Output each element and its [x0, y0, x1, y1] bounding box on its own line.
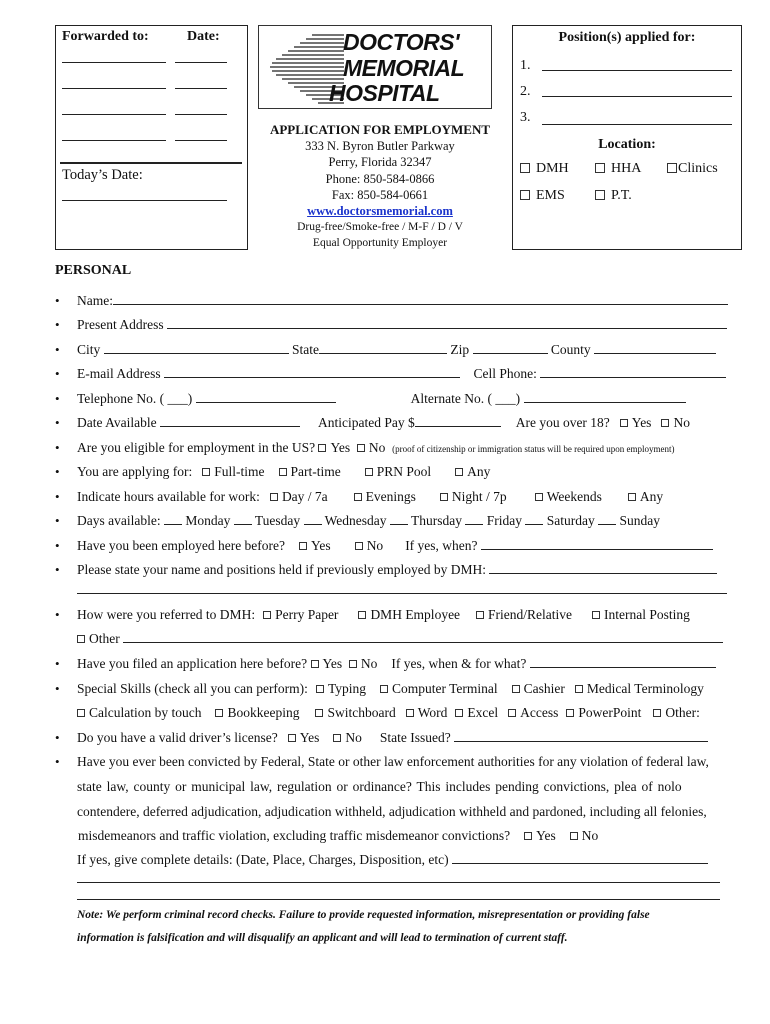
bullet-icon: • — [55, 562, 60, 577]
checkbox-icon[interactable] — [592, 611, 600, 619]
position-line-2[interactable] — [542, 84, 732, 97]
position-line-1[interactable] — [542, 58, 732, 71]
note-line-1: Note: We perform criminal record checks. Failure to provide requested information, misrepresentation or providing false — [77, 909, 650, 921]
bullet-icon: • — [55, 681, 60, 696]
present-address-row: • Present Address — [55, 316, 735, 334]
hours-row: • Indicate hours available for work: Day / 7a Evenings Night / 7p Weekends Any — [55, 489, 664, 504]
email-row: • E-mail Address Cell Phone: — [55, 365, 735, 383]
anticipated-pay-input[interactable] — [415, 414, 501, 427]
logo-line-2: MEMORIAL — [343, 55, 465, 81]
state-input[interactable] — [319, 341, 447, 354]
phone: Phone: 850-584-0866 — [325, 171, 435, 186]
details-row: If yes, give complete details: (Date, Place, Charges, Disposition, etc) — [55, 851, 735, 869]
wednesday-input[interactable] — [304, 512, 322, 525]
bullet-icon: • — [55, 317, 60, 332]
city-input[interactable] — [104, 341, 289, 354]
bullet-icon: • — [55, 489, 60, 504]
forwarded-line-2[interactable] — [62, 76, 166, 89]
header-block — [252, 122, 508, 252]
checkbox-icon[interactable] — [358, 611, 366, 619]
details-line-2[interactable] — [77, 870, 720, 883]
position-num-2: 2. — [520, 84, 531, 99]
date-line-4[interactable] — [175, 128, 227, 141]
name-row: • Name: — [55, 292, 735, 310]
checkbox-icon[interactable] — [535, 493, 543, 501]
checkbox-icon[interactable] — [315, 709, 323, 717]
divider — [60, 162, 242, 164]
skills-row-2: Calculation by touch Bookkeeping Switchboard Word Excel Access PowerPoint Other: — [55, 704, 735, 722]
bullet-icon: • — [55, 342, 60, 357]
checkbox-icon[interactable] — [595, 190, 605, 200]
checkbox-icon[interactable] — [575, 685, 583, 693]
position-num-1: 1. — [520, 58, 531, 73]
days-row: • Days available: Monday Tuesday Wednesday Thursday Friday Saturday Sunday — [55, 513, 661, 528]
email-input[interactable] — [164, 365, 460, 378]
logo-line-3: HOSPITAL — [329, 80, 440, 106]
location-dmh[interactable]: DMH — [520, 161, 569, 177]
logo-line-1: DOCTORS' — [343, 29, 460, 55]
details-input[interactable] — [452, 851, 708, 864]
position-line-3[interactable] — [542, 112, 732, 125]
position-title: Position(s) applied for: — [558, 30, 696, 45]
date-line-1[interactable] — [175, 50, 227, 63]
employed-before-row: • Have you been employed here before? Yes No If yes, when? — [55, 537, 735, 555]
city-state: Perry, Florida 32347 — [328, 155, 432, 170]
eligible-row: • Are you eligible for employment in the US? Yes No (proof of citizenship or immigration status will be required upon employment) — [55, 440, 675, 455]
tuesday-input[interactable] — [234, 512, 252, 525]
bullet-icon: • — [55, 754, 60, 769]
checkbox-icon[interactable] — [440, 493, 448, 501]
application-title: APPLICATION FOR EMPLOYMENT — [269, 122, 491, 137]
location-hha[interactable]: HHA — [595, 161, 641, 177]
location-title: Location: — [598, 137, 656, 152]
bullet-icon: • — [55, 391, 60, 406]
referred-other-row: Other — [55, 630, 735, 648]
telephone-input[interactable] — [196, 390, 336, 403]
checkbox-icon[interactable] — [455, 709, 463, 717]
bullet-icon: • — [55, 607, 60, 622]
applying-for-row: • You are applying for: Full-time Part-time PRN Pool Any — [55, 464, 491, 479]
skills-row: • Special Skills (check all you can perform): Typing Computer Terminal Cashier Medical Terminology — [55, 681, 704, 696]
employed-when-input[interactable] — [481, 537, 713, 550]
name-input[interactable] — [113, 292, 728, 305]
location-ems[interactable]: EMS — [520, 188, 565, 204]
checkbox-icon[interactable] — [279, 468, 287, 476]
checkbox-icon[interactable] — [570, 832, 578, 840]
website-link[interactable]: www.doctorsmemorial.com — [307, 204, 453, 219]
checkbox-icon[interactable] — [524, 832, 532, 840]
bullet-icon: • — [55, 656, 60, 671]
state-issued-input[interactable] — [454, 729, 708, 742]
thursday-input[interactable] — [390, 512, 408, 525]
bullet-icon: • — [55, 293, 60, 308]
eoe: Equal Opportunity Employer — [312, 237, 448, 250]
checkbox-icon[interactable] — [270, 493, 278, 501]
previous-positions-row: • Please state your name and positions held if previously employed by DMH: — [55, 561, 735, 579]
checkbox-icon[interactable] — [566, 709, 574, 717]
present-address-input[interactable] — [167, 316, 727, 329]
checkbox-icon[interactable] — [215, 709, 223, 717]
checkbox-icon[interactable] — [455, 468, 463, 476]
date-line-2[interactable] — [175, 76, 227, 89]
address: 333 N. Byron Butler Parkway — [305, 139, 455, 154]
bullet-icon: • — [55, 415, 60, 430]
checkbox-icon[interactable] — [476, 611, 484, 619]
checkbox-icon[interactable] — [667, 163, 677, 173]
checkbox-icon[interactable] — [311, 660, 319, 668]
date-available-row: • Date Available Anticipated Pay $ Are you over 18? Yes No — [55, 415, 690, 430]
bullet-icon: • — [55, 366, 60, 381]
referred-other-input[interactable] — [123, 630, 723, 643]
checkbox-icon[interactable] — [365, 468, 373, 476]
bullet-icon: • — [55, 538, 60, 553]
checkbox-icon[interactable] — [77, 635, 85, 643]
checkbox-icon[interactable] — [355, 542, 363, 550]
checkbox-icon[interactable] — [520, 163, 530, 173]
cell-phone-input[interactable] — [540, 365, 726, 378]
todays-date-line[interactable] — [62, 188, 227, 201]
forwarded-line-4[interactable] — [62, 128, 166, 141]
bullet-icon: • — [55, 513, 60, 528]
date-available-input[interactable] — [160, 414, 300, 427]
filed-before-row: • Have you filed an application here before? Yes No If yes, when & for what? — [55, 655, 735, 673]
forwarded-line-1[interactable] — [62, 50, 166, 63]
checkbox-icon[interactable] — [357, 444, 365, 452]
county-input[interactable] — [594, 341, 716, 354]
forwarded-to-label: Forwarded to: — [62, 29, 149, 44]
bullet-icon: • — [55, 464, 60, 479]
checkbox-icon[interactable] — [512, 685, 520, 693]
saturday-input[interactable] — [525, 512, 543, 525]
license-row: • Do you have a valid driver’s license? Yes No State Issued? — [55, 729, 735, 747]
fax: Fax: 850-584-0661 — [331, 187, 429, 202]
checkbox-icon[interactable] — [263, 611, 271, 619]
zip-input[interactable] — [473, 341, 548, 354]
position-num-3: 3. — [520, 110, 531, 125]
checkbox-icon[interactable] — [380, 685, 388, 693]
checkbox-icon[interactable] — [333, 734, 341, 742]
referred-row: • How were you referred to DMH: Perry Paper DMH Employee Friend/Relative Internal Posting — [55, 607, 690, 622]
date-line-3[interactable] — [175, 102, 227, 115]
convicted-line-3: contendere, deferred adjudication, adjudication withheld, adjudication withheld and pardoned, including all felonies, — [77, 804, 707, 819]
previous-positions-line-2[interactable] — [77, 581, 727, 594]
checkbox-icon[interactable] — [620, 419, 628, 427]
checkbox-icon[interactable] — [316, 685, 324, 693]
bullet-icon: • — [55, 440, 60, 455]
date-label: Date: — [187, 29, 220, 44]
todays-date-label: Today’s Date: — [62, 167, 143, 183]
checkbox-icon[interactable] — [349, 660, 357, 668]
checkbox-icon[interactable] — [661, 419, 669, 427]
details-line-3[interactable] — [77, 887, 720, 900]
alternate-input[interactable] — [524, 390, 686, 403]
checkbox-icon[interactable] — [406, 709, 414, 717]
checkbox-icon[interactable] — [508, 709, 516, 717]
checkbox-icon[interactable] — [318, 444, 326, 452]
checkbox-icon[interactable] — [520, 190, 530, 200]
city-row: • City State Zip County — [55, 341, 735, 359]
monday-input[interactable] — [164, 512, 182, 525]
checkbox-icon[interactable] — [653, 709, 661, 717]
location-pt[interactable]: P.T. — [595, 188, 632, 204]
filed-when-input[interactable] — [530, 655, 716, 668]
friday-input[interactable] — [465, 512, 483, 525]
previous-positions-input[interactable] — [489, 561, 717, 574]
checkbox-icon[interactable] — [77, 709, 85, 717]
checkbox-icon[interactable] — [202, 468, 210, 476]
telephone-row: • Telephone No. ( ___) Alternate No. ( ___) — [55, 390, 735, 408]
checkbox-icon[interactable] — [354, 493, 362, 501]
sunday-input[interactable] — [598, 512, 616, 525]
checkbox-icon[interactable] — [595, 163, 605, 173]
policy: Drug-free/Smoke-free / M-F / D / V — [297, 221, 463, 234]
convicted-row: • Have you ever been convicted by Federal, State or other law enforcement authorities for any violation of federal law, — [55, 754, 709, 769]
section-title: PERSONAL — [55, 263, 132, 278]
note-line-2: information is falsification and will disqualify an applicant and will lead to termination of current staff. — [77, 932, 568, 944]
checkbox-icon[interactable] — [288, 734, 296, 742]
convicted-line-2: state law, county or municipal law, regulation or ordinance? This includes pending convictions, plea of nolo — [77, 779, 682, 794]
checkbox-icon[interactable] — [628, 493, 636, 501]
checkbox-icon[interactable] — [299, 542, 307, 550]
convicted-line-4: misdemeanors and traffic violation, excluding traffic misdemeanor convictions? Yes No — [78, 828, 599, 843]
location-clinics[interactable]: Clinics — [667, 161, 718, 177]
forwarded-line-3[interactable] — [62, 102, 166, 115]
bullet-icon: • — [55, 730, 60, 745]
